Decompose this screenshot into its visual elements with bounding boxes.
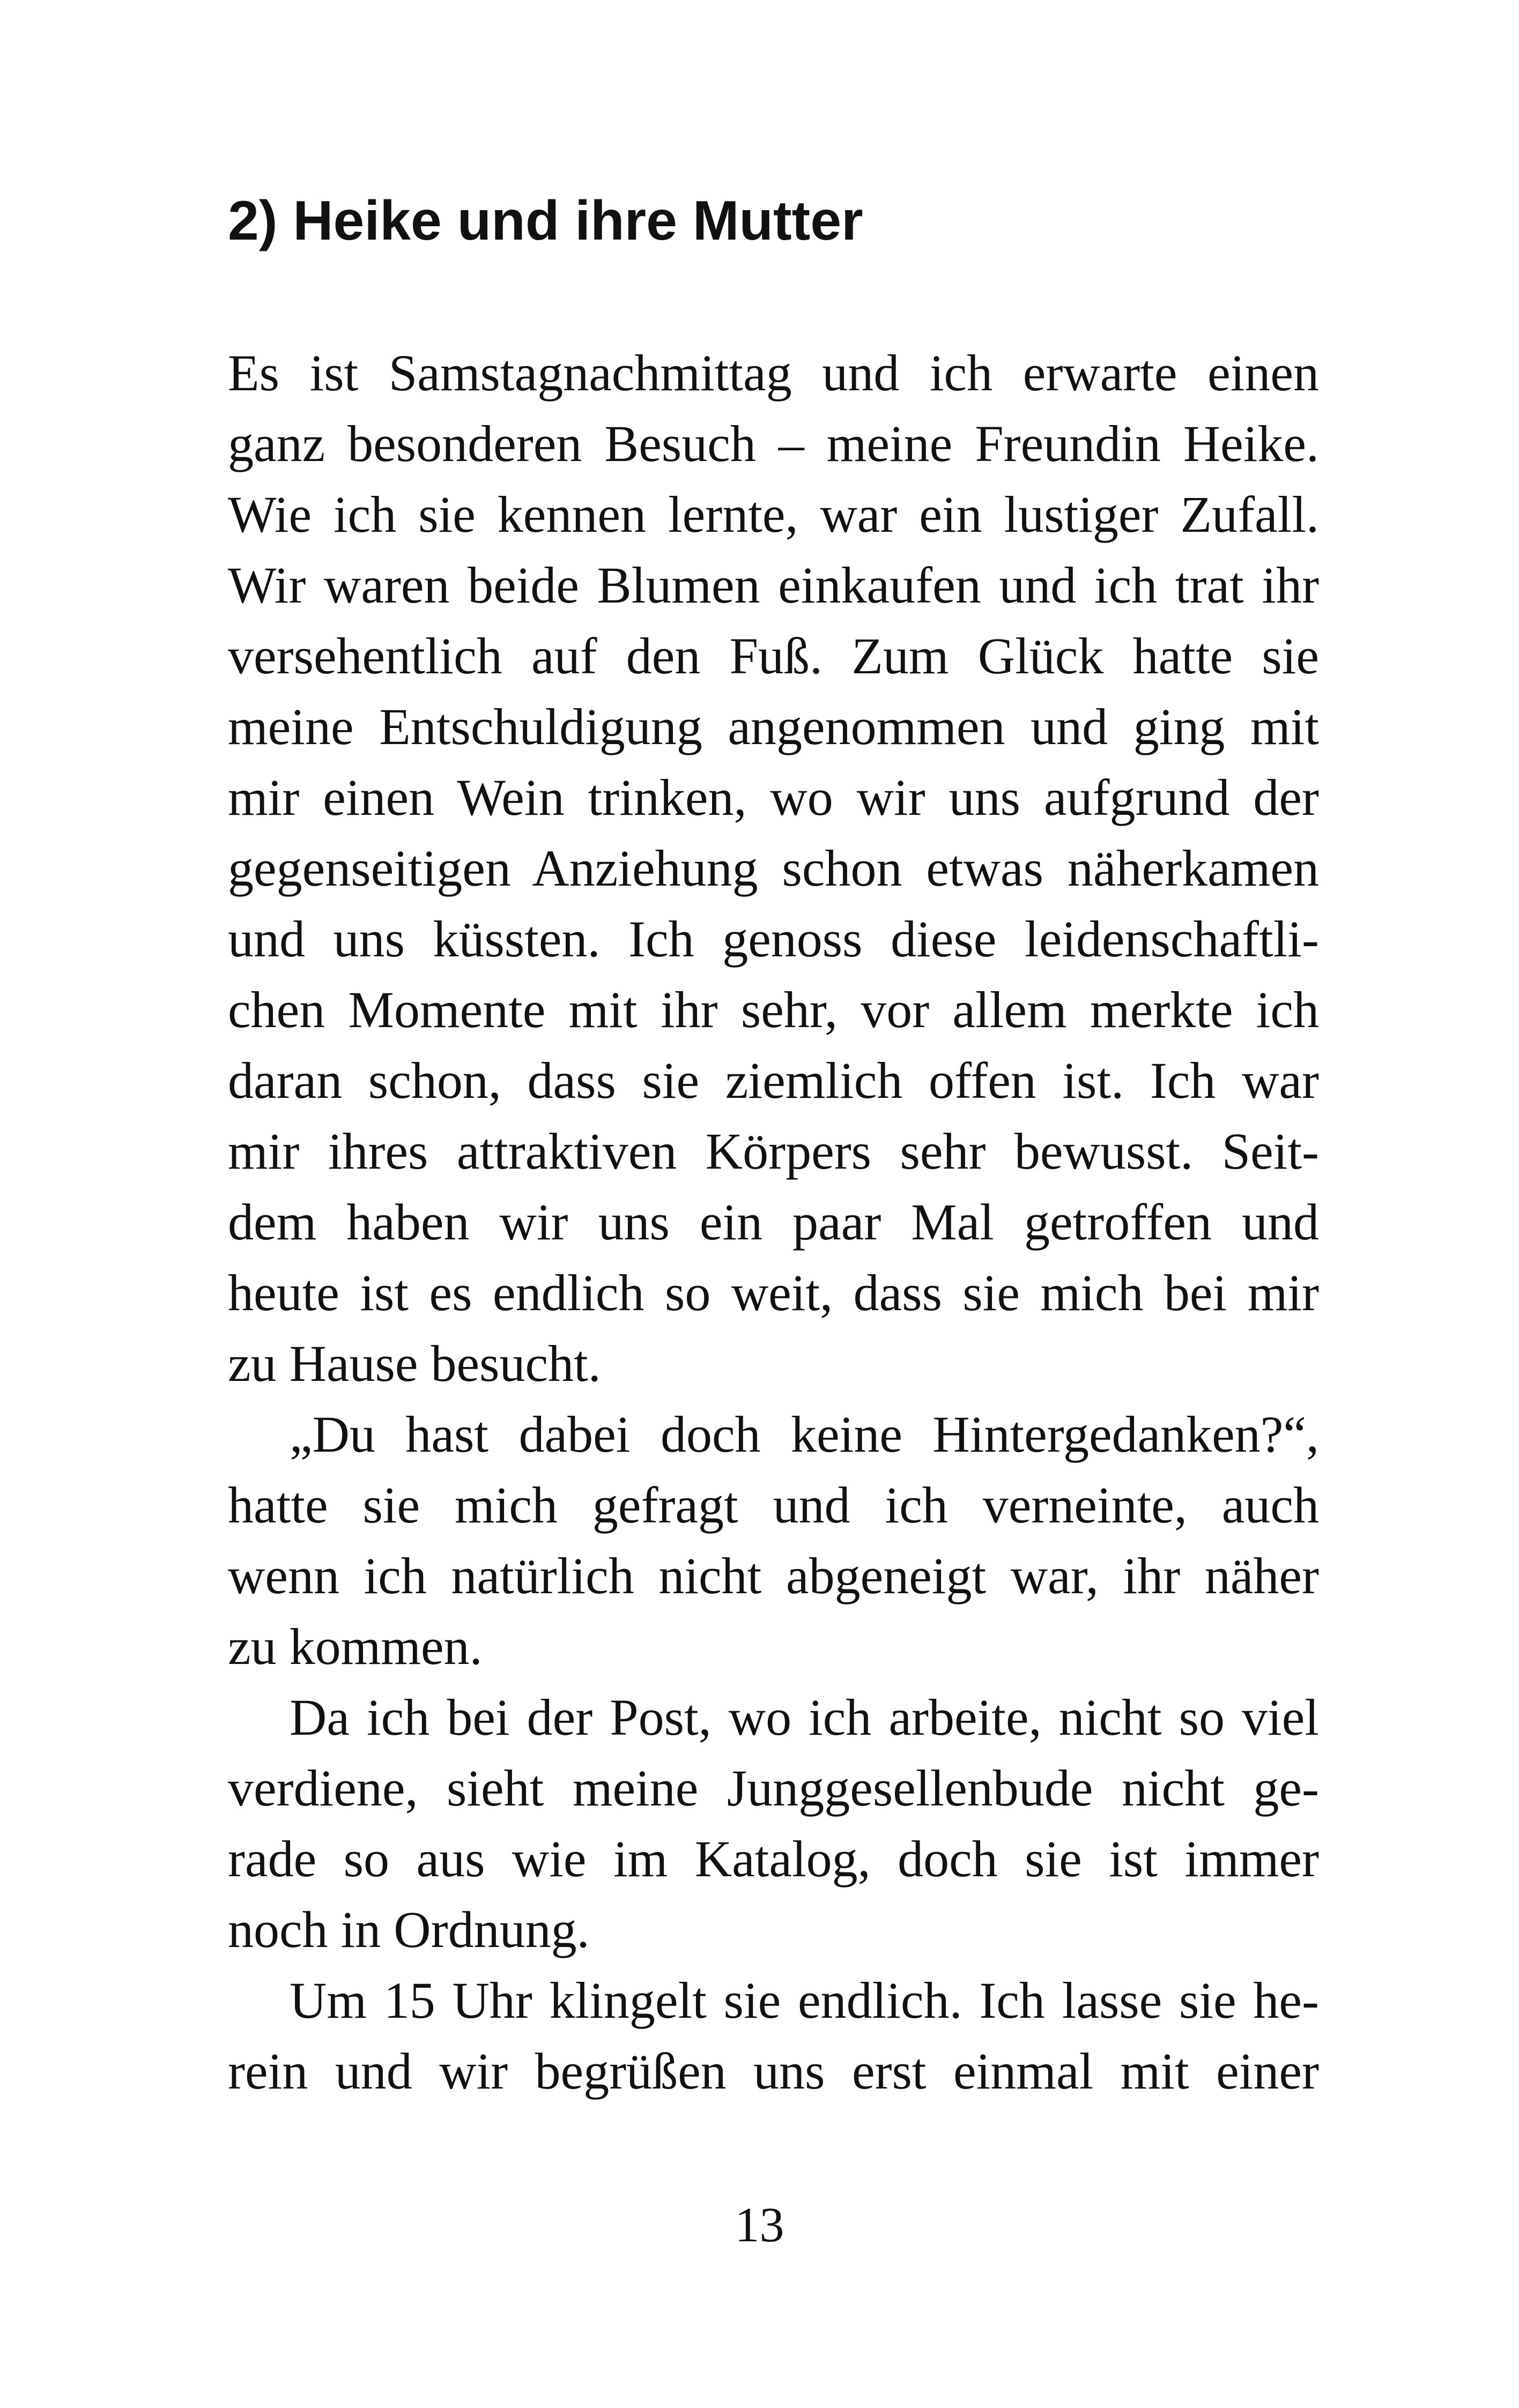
text-line: rade so aus wie im Katalog, doch sie ist immer: [228, 1830, 1319, 1887]
text-line: „Du hast dabei doch keine Hintergedanken?“,: [290, 1406, 1319, 1463]
text-line: rein und wir begrüßen uns erst einmal mit einer: [228, 2042, 1319, 2100]
text-line: mir einen Wein trinken, wo wir uns aufgrund der: [228, 769, 1319, 826]
chapter-title: 2) Heike und ihre Mutter: [228, 190, 863, 252]
text-line: und uns küssten. Ich genoss diese leidenschaftli-: [228, 910, 1319, 968]
text-line: dem haben wir uns ein paar Mal getroffen und: [228, 1193, 1319, 1251]
text-line: Es ist Samstagnachmittag und ich erwarte einen: [228, 344, 1319, 402]
text-line: zu Hause besucht.: [228, 1335, 601, 1392]
text-line: Da ich bei der Post, wo ich arbeite, nicht so viel: [290, 1689, 1319, 1746]
text-line: zu kommen.: [228, 1618, 483, 1675]
text-line: verdiene, sieht meine Junggesellenbude nicht ge-: [228, 1759, 1319, 1817]
body-text: [228, 338, 1319, 2107]
text-line: Wir waren beide Blumen einkaufen und ich trat ihr: [228, 556, 1319, 614]
text-line: chen Momente mit ihr sehr, vor allem merkte ich: [228, 981, 1319, 1038]
page-number: 13: [735, 2197, 784, 2252]
text-line: noch in Ordnung.: [228, 1901, 590, 1958]
text-line: daran schon, dass sie ziemlich offen ist. Ich war: [228, 1052, 1319, 1109]
text-line: hatte sie mich gefragt und ich verneinte, auch: [228, 1476, 1319, 1534]
text-line: versehentlich auf den Fuß. Zum Glück hatte sie: [228, 627, 1319, 685]
text-line: Wie ich sie kennen lernte, war ein lustiger Zufall.: [228, 486, 1319, 543]
text-line: ganz besonderen Besuch – meine Freundin Heike.: [228, 415, 1319, 472]
text-line: gegenseitigen Anziehung schon etwas näherkamen: [228, 839, 1319, 897]
text-line: heute ist es endlich so weit, dass sie mich bei mir: [228, 1264, 1319, 1321]
text-line: Um 15 Uhr klingelt sie endlich. Ich lasse sie he-: [290, 1972, 1319, 2029]
text-line: wenn ich natürlich nicht abgeneigt war, ihr näher: [228, 1547, 1319, 1604]
text-line: mir ihres attraktiven Körpers sehr bewusst. Seit-: [228, 1123, 1319, 1180]
text-line: meine Entschuldigung angenommen und ging mit: [228, 698, 1319, 755]
